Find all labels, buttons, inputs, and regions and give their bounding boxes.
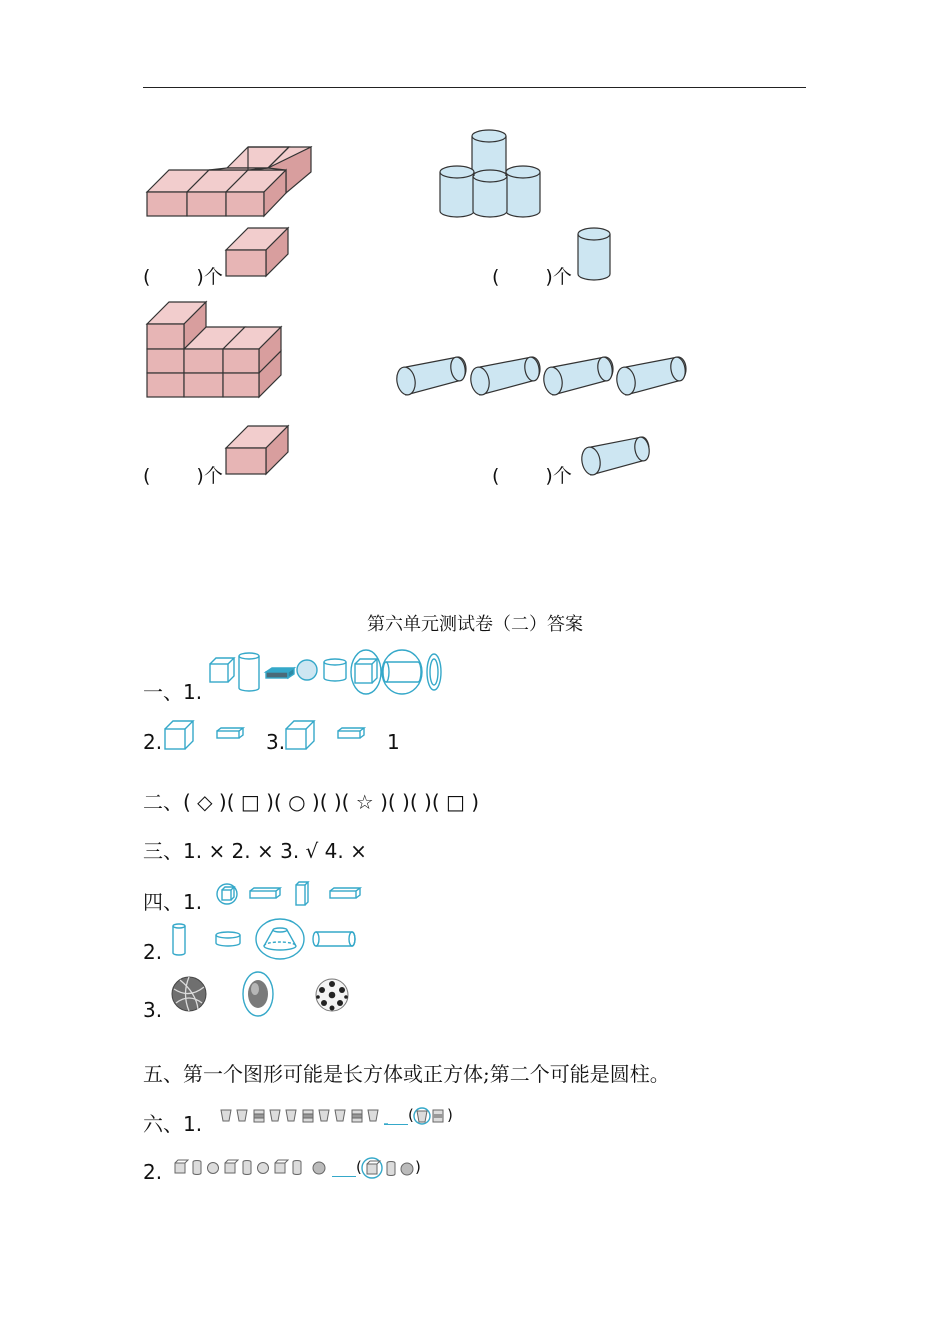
q1-3-label: 3. xyxy=(266,730,286,754)
q1-2-shapes xyxy=(163,719,253,753)
q4-2-label: 2. xyxy=(143,940,163,964)
answer-blank-1[interactable] xyxy=(143,262,223,289)
q6-2-answer-shapes xyxy=(362,1157,416,1181)
paren-open: ( xyxy=(143,266,151,288)
paren-open: ( xyxy=(143,465,151,487)
cuboid-unit-icon xyxy=(224,226,294,278)
q1-2-label: 2. xyxy=(143,730,163,754)
cylinder-lying-unit-icon xyxy=(580,434,652,478)
answer-blank-3[interactable] xyxy=(143,461,223,488)
q6-1-answer-shapes xyxy=(414,1105,448,1129)
paren-open: ( xyxy=(408,1106,414,1124)
paren-close: ) xyxy=(447,1106,453,1124)
cylinder-stack xyxy=(437,126,543,222)
cuboid-group-2 xyxy=(145,298,285,400)
answer-underline xyxy=(384,1124,408,1125)
paren-close: ) xyxy=(415,1158,421,1176)
q6-2-label: 2. xyxy=(143,1160,163,1184)
q6-1-sequence xyxy=(218,1104,388,1128)
answer-underline xyxy=(332,1176,356,1177)
paren-open: ( xyxy=(492,465,500,487)
paren-open: ( xyxy=(492,266,500,288)
paren-close: ) xyxy=(196,266,204,288)
paren-close: ) xyxy=(545,465,553,487)
unit-label: 个 xyxy=(552,266,572,288)
egg-icon xyxy=(240,970,280,1020)
q6-2-answer xyxy=(332,1156,422,1182)
unit-label: 个 xyxy=(203,465,223,487)
q5-answer: 五、第一个图形可能是长方体或正方体;第二个可能是圆柱。 xyxy=(143,1062,670,1086)
q1-3-value: 1 xyxy=(387,730,400,754)
header-rule xyxy=(143,87,806,88)
q1-3-shapes xyxy=(284,719,374,753)
basketball-icon xyxy=(170,975,210,1015)
q6-1-answer xyxy=(384,1104,454,1130)
q1-1-shapes xyxy=(208,650,448,696)
q6-1-label: 六、1. xyxy=(143,1112,203,1136)
answer-blank-2[interactable] xyxy=(492,262,572,289)
paren-close: ) xyxy=(545,266,553,288)
paren-open: ( xyxy=(356,1158,362,1176)
soccer-ball-icon xyxy=(314,977,354,1017)
cuboid-unit-icon xyxy=(224,424,294,476)
q4-1-shapes xyxy=(216,879,366,909)
unit-label: 个 xyxy=(203,266,223,288)
answer-key-title: 第六单元测试卷（二）答案 xyxy=(367,614,583,635)
paren-close: ) xyxy=(196,465,204,487)
q6-2-sequence xyxy=(173,1156,333,1180)
q3-answers: 三、1. × 2. × 3. √ 4. × xyxy=(143,839,367,863)
q4-3-label: 3. xyxy=(143,998,163,1022)
cylinder-unit-icon xyxy=(576,226,614,282)
cylinder-row xyxy=(396,354,688,400)
q4-1-label: 四、1. xyxy=(143,890,203,914)
q4-2-shapes xyxy=(168,918,358,962)
q2-answers: 二、( ◇ )( □ )( ○ )( )( ☆ )( )( )( □ ) xyxy=(143,790,480,814)
cuboid-group-1 xyxy=(145,142,315,222)
q1-1-label: 一、1. xyxy=(143,680,203,704)
unit-label: 个 xyxy=(552,465,572,487)
answer-blank-4[interactable] xyxy=(492,461,572,488)
